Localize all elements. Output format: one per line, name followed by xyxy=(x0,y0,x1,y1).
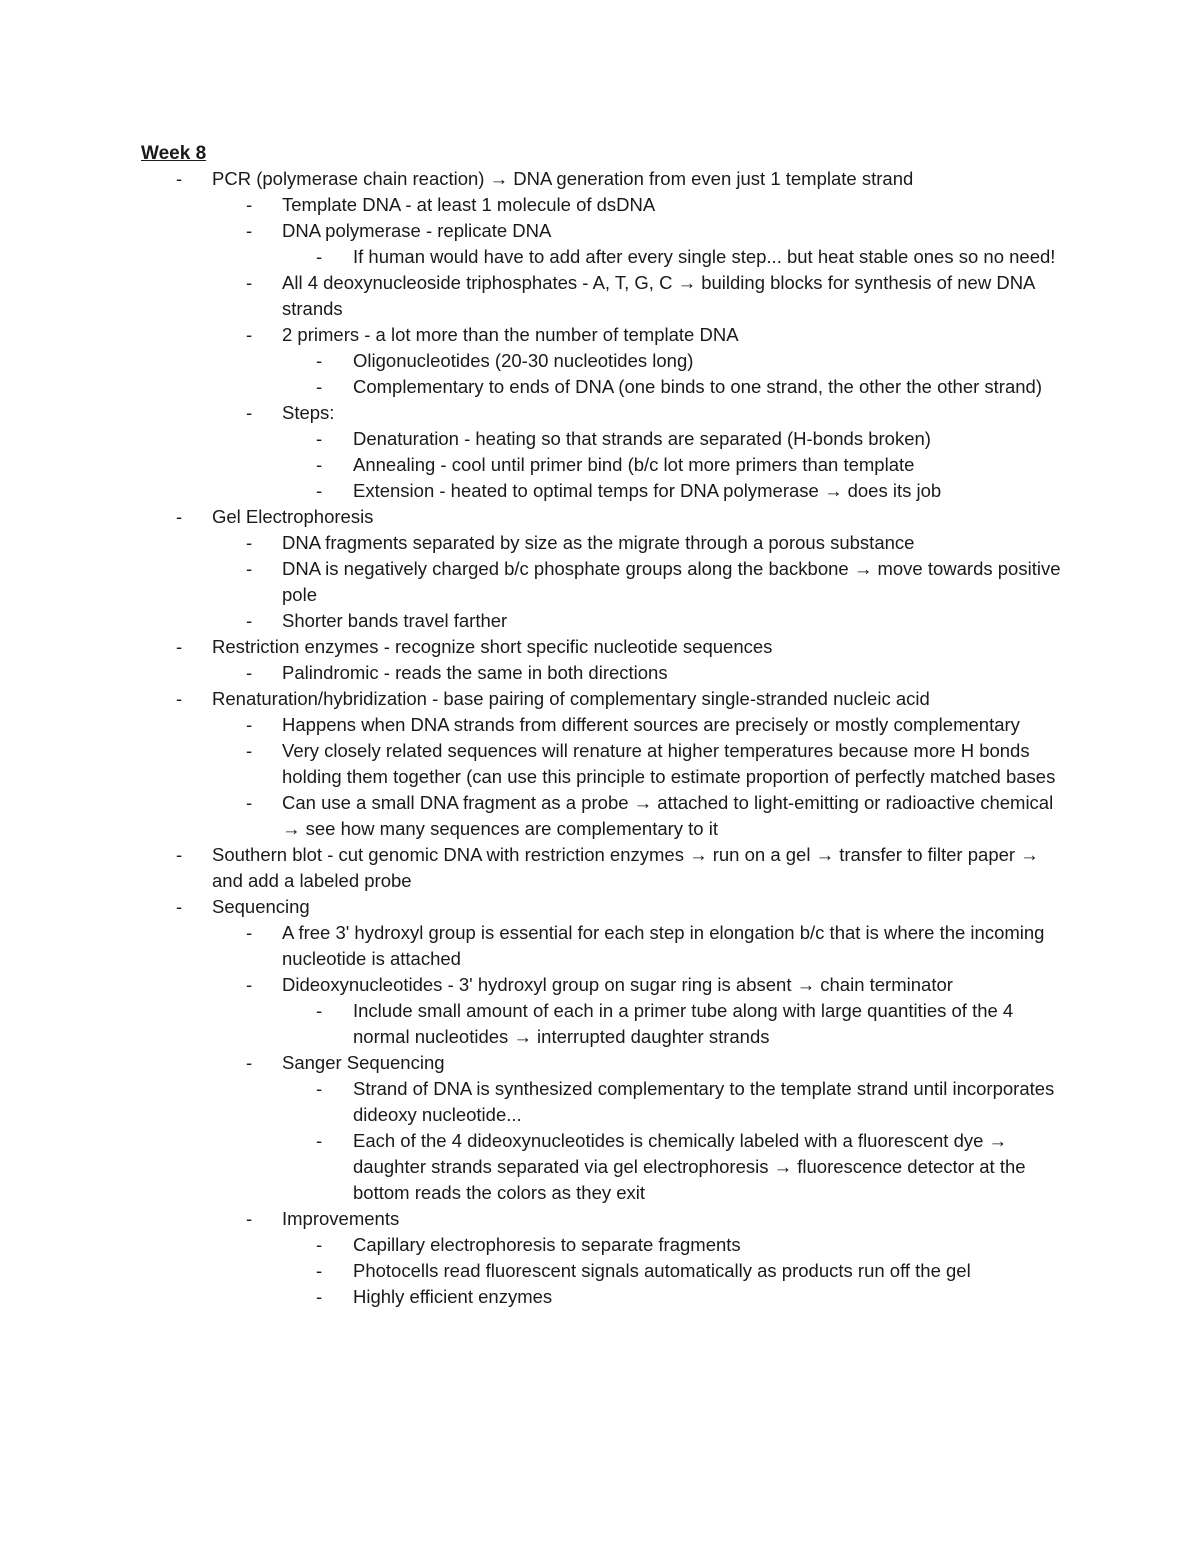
bullet-item-level-1 xyxy=(0,634,1200,660)
bullet-text: A free 3' hydroxyl group is essential for each step in elongation b/c that is where the incoming nucleotide is attached xyxy=(282,922,1045,969)
bullet-dash: - xyxy=(316,480,323,501)
bullet-text: DNA is negatively charged b/c phosphate groups along the backbone → move towards positive pole xyxy=(282,558,1061,605)
bullet-text: PCR (polymerase chain reaction) → DNA generation from even just 1 template strand xyxy=(212,168,914,189)
bullet-item-level-3 xyxy=(0,1128,1200,1206)
bullet-item-level-1 xyxy=(0,166,1200,192)
bullet-item-level-3 xyxy=(0,374,1200,400)
bullet-item-level-3 xyxy=(0,348,1200,374)
bullet-item-level-1 xyxy=(0,842,1200,894)
bullet-item-level-1 xyxy=(0,894,1200,920)
bullet-text: Restriction enzymes - recognize short specific nucleotide sequences xyxy=(212,636,773,657)
bullet-item-level-2 xyxy=(0,660,1200,686)
bullet-text: Happens when DNA strands from different sources are precisely or mostly complementary xyxy=(282,714,1020,735)
bullet-text: Gel Electrophoresis xyxy=(212,506,374,527)
bullet-item-level-2 xyxy=(0,1050,1200,1076)
bullet-dash: - xyxy=(176,168,183,189)
bullet-text: Strand of DNA is synthesized complementary to the template strand until incorporates dideoxy nucleotide... xyxy=(353,1078,1055,1125)
bullet-item-level-2 xyxy=(0,530,1200,556)
bullet-dash: - xyxy=(176,896,183,917)
bullet-item-level-2 xyxy=(0,556,1200,608)
bullet-text: Oligonucleotides (20-30 nucleotides long) xyxy=(353,350,694,371)
bullet-item-level-2 xyxy=(0,218,1200,244)
bullet-dash: - xyxy=(246,792,253,813)
bullet-dash: - xyxy=(246,740,253,761)
bullet-item-level-2 xyxy=(0,270,1200,322)
bullet-dash: - xyxy=(246,714,253,735)
bullet-text: Complementary to ends of DNA (one binds to one strand, the other the other strand) xyxy=(353,376,1042,397)
bullet-item-level-2 xyxy=(0,322,1200,348)
bullet-text: Sequencing xyxy=(212,896,310,917)
bullet-text: Extension - heated to optimal temps for DNA polymerase → does its job xyxy=(353,480,942,501)
bullet-item-level-2 xyxy=(0,1206,1200,1232)
bullet-text: If human would have to add after every single step... but heat stable ones so no need! xyxy=(353,246,1056,267)
bullet-text: Template DNA - at least 1 molecule of dsDNA xyxy=(282,194,656,215)
bullet-text: Photocells read fluorescent signals automatically as products run off the gel xyxy=(353,1260,971,1281)
bullet-item-level-3 xyxy=(0,998,1200,1050)
bullet-text: Renaturation/hybridization - base pairing of complementary single-stranded nucleic acid xyxy=(212,688,930,709)
bullet-dash: - xyxy=(316,1078,323,1099)
bullet-text: All 4 deoxynucleoside triphosphates - A, T, G, C → building blocks for synthesis of new DNA strands xyxy=(282,272,1035,319)
bullet-text: Shorter bands travel farther xyxy=(282,610,508,631)
bullet-text: Palindromic - reads the same in both directions xyxy=(282,662,668,683)
bullet-dash: - xyxy=(246,974,253,995)
bullet-text: Capillary electrophoresis to separate fragments xyxy=(353,1234,741,1255)
bullet-dash: - xyxy=(246,1208,253,1229)
page-title: Week 8 xyxy=(141,143,207,164)
bullet-item-level-2 xyxy=(0,608,1200,634)
bullet-text: Steps: xyxy=(282,402,335,423)
bullet-dash: - xyxy=(316,246,323,267)
bullet-text: DNA polymerase - replicate DNA xyxy=(282,220,552,241)
bullet-dash: - xyxy=(176,506,183,527)
bullet-item-level-2 xyxy=(0,192,1200,218)
bullet-dash: - xyxy=(246,272,253,293)
bullet-dash: - xyxy=(316,376,323,397)
bullet-item-level-2 xyxy=(0,790,1200,842)
bullet-item-level-3 xyxy=(0,426,1200,452)
bullet-dash: - xyxy=(316,1000,323,1021)
bullet-dash: - xyxy=(246,922,253,943)
bullet-item-level-3 xyxy=(0,1076,1200,1128)
bullet-item-level-2 xyxy=(0,738,1200,790)
bullet-dash: - xyxy=(246,220,253,241)
bullet-text: Very closely related sequences will renature at higher temperatures because more H bonds holding them together (can use this principle to estimate proportion of perfectly matched bases xyxy=(282,740,1056,787)
bullet-item-level-3 xyxy=(0,1258,1200,1284)
bullet-text: Include small amount of each in a primer tube along with large quantities of the 4 normal nucleotides → interrupted daughter strands xyxy=(353,1000,1014,1047)
bullet-item-level-2 xyxy=(0,920,1200,972)
bullet-item-level-3 xyxy=(0,478,1200,504)
bullet-dash: - xyxy=(316,1260,323,1281)
bullet-item-level-3 xyxy=(0,244,1200,270)
bullet-text: Denaturation - heating so that strands are separated (H-bonds broken) xyxy=(353,428,931,449)
bullet-item-level-2 xyxy=(0,972,1200,998)
notes-list xyxy=(0,166,1200,1310)
bullet-text: Can use a small DNA fragment as a probe → attached to light-emitting or radioactive chemical → see how many sequences are complementary to it xyxy=(282,792,1054,839)
bullet-dash: - xyxy=(316,1130,323,1151)
bullet-dash: - xyxy=(316,454,323,475)
bullet-text: Improvements xyxy=(282,1208,400,1229)
bullet-dash: - xyxy=(316,350,323,371)
bullet-text: Highly efficient enzymes xyxy=(353,1286,553,1307)
bullet-dash: - xyxy=(316,1234,323,1255)
bullet-text: Each of the 4 dideoxynucleotides is chemically labeled with a fluorescent dye → daughter strands separated via gel electrophoresis → fluorescence detector at the bottom reads the colors as they exit xyxy=(353,1130,1026,1203)
bullet-item-level-2 xyxy=(0,400,1200,426)
bullet-text: Sanger Sequencing xyxy=(282,1052,445,1073)
bullet-text: Southern blot - cut genomic DNA with restriction enzymes → run on a gel → transfer to filter paper → and add a labeled probe xyxy=(212,844,1039,891)
bullet-item-level-3 xyxy=(0,452,1200,478)
bullet-text: Annealing - cool until primer bind (b/c lot more primers than template xyxy=(353,454,915,475)
bullet-item-level-1 xyxy=(0,504,1200,530)
bullet-item-level-3 xyxy=(0,1284,1200,1310)
bullet-dash: - xyxy=(246,532,253,553)
bullet-dash: - xyxy=(246,324,253,345)
bullet-dash: - xyxy=(316,1286,323,1307)
bullet-text: Dideoxynucleotides - 3' hydroxyl group on sugar ring is absent → chain terminator xyxy=(282,974,953,995)
bullet-dash: - xyxy=(176,688,183,709)
bullet-dash: - xyxy=(246,1052,253,1073)
bullet-dash: - xyxy=(246,402,253,423)
bullet-dash: - xyxy=(246,610,253,631)
bullet-text: 2 primers - a lot more than the number of template DNA xyxy=(282,324,739,345)
bullet-dash: - xyxy=(316,428,323,449)
bullet-dash: - xyxy=(246,662,253,683)
bullet-text: DNA fragments separated by size as the migrate through a porous substance xyxy=(282,532,915,553)
bullet-item-level-1 xyxy=(0,686,1200,712)
bullet-item-level-3 xyxy=(0,1232,1200,1258)
bullet-dash: - xyxy=(246,194,253,215)
bullet-item-level-2 xyxy=(0,712,1200,738)
bullet-dash: - xyxy=(176,636,183,657)
bullet-dash: - xyxy=(176,844,183,865)
bullet-dash: - xyxy=(246,558,253,579)
